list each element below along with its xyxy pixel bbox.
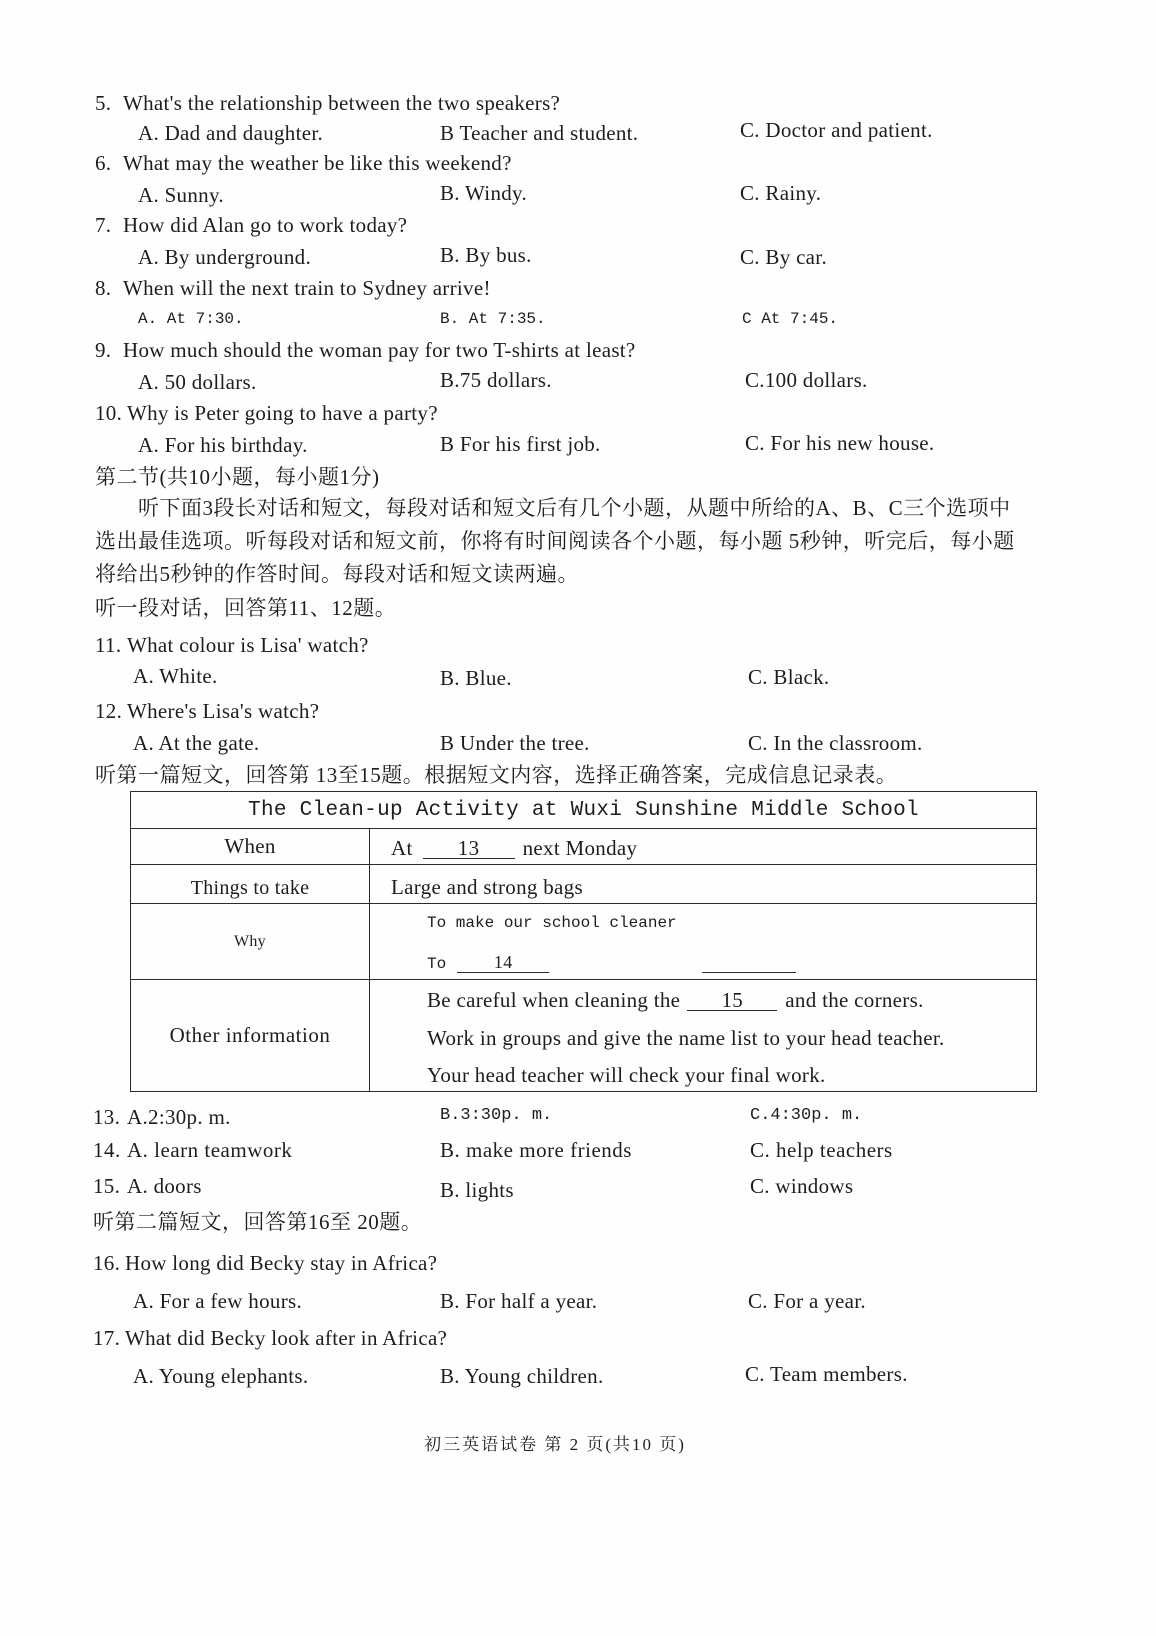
question-9-option-c: C.100 dollars. xyxy=(745,368,868,392)
section-2-heading: 第二节(共10小题，每小题1分) xyxy=(95,465,380,489)
question-5-option-b: B Teacher and student. xyxy=(440,121,639,145)
question-13-option-a-text: A.2:30p. m. xyxy=(127,1105,231,1129)
question-9-text: How much should the woman pay for two T-shirts at least? xyxy=(123,338,636,362)
question-8-option-c: C At 7:45. xyxy=(742,310,839,328)
section-2-instruction-line-3: 将给出5秒钟的作答时间。每段对话和短文读两遍。 xyxy=(95,562,579,586)
question-7-option-b: B. By bus. xyxy=(440,243,532,267)
question-15-number: 15. xyxy=(93,1174,121,1198)
question-11-option-b: B. Blue. xyxy=(440,666,512,690)
question-16-text: How long did Becky stay in Africa? xyxy=(125,1251,438,1275)
question-11-option-c: C. Black. xyxy=(748,665,830,689)
question-14-option-a xyxy=(93,1137,292,1163)
question-16-option-b: B. For half a year. xyxy=(440,1289,598,1313)
question-10-number: 10. xyxy=(95,401,123,425)
question-7-option-a: A. By underground. xyxy=(138,245,311,269)
question-16 xyxy=(93,1250,437,1276)
question-6 xyxy=(95,150,512,176)
question-8-text: When will the next train to Sydney arrive! xyxy=(123,276,491,300)
info-table-title: The Clean-up Activity at Wuxi Sunshine Middle School xyxy=(248,798,919,822)
table-label-when: When xyxy=(224,834,276,858)
question-10-text: Why is Peter going to have a party? xyxy=(127,401,438,425)
question-12-text: Where's Lisa's watch? xyxy=(127,699,320,723)
question-11-text: What colour is Lisa' watch? xyxy=(127,633,369,657)
question-13-option-a xyxy=(93,1104,231,1130)
question-14-option-c: C. help teachers xyxy=(750,1138,893,1162)
question-17-option-b: B. Young children. xyxy=(440,1364,604,1388)
question-9 xyxy=(95,337,636,363)
question-15-option-a xyxy=(93,1173,202,1199)
question-7-text: How did Alan go to work today? xyxy=(123,213,408,237)
when-prefix: At xyxy=(391,836,413,860)
question-6-option-b: B. Windy. xyxy=(440,181,528,205)
table-value-when xyxy=(371,829,1036,864)
question-10 xyxy=(95,400,438,426)
section-2-instruction-line-1: 听下面3段长对话和短文，每段对话和短文后有几个小题，从题中所给的A、B、C三个选项中 xyxy=(138,496,1011,520)
question-15-option-b: B. lights xyxy=(440,1178,514,1202)
question-12-number: 12. xyxy=(95,699,123,723)
blank-14: 14 xyxy=(457,952,549,973)
question-14-option-b: B. make more friends xyxy=(440,1138,632,1162)
blank-13: 13 xyxy=(423,838,515,859)
question-7 xyxy=(95,212,407,238)
question-17 xyxy=(93,1325,447,1351)
question-6-option-a: A. Sunny. xyxy=(138,183,224,207)
question-14-option-a-text: A. learn teamwork xyxy=(127,1138,293,1162)
table-column-divider xyxy=(369,828,370,1091)
question-8-number: 8. xyxy=(95,276,112,300)
question-15-option-c: C. windows xyxy=(750,1174,854,1198)
blank-15: 15 xyxy=(687,990,777,1011)
table-label-why: Why xyxy=(233,932,266,950)
question-17-text: What did Becky look after in Africa? xyxy=(125,1326,448,1350)
question-5-number: 5. xyxy=(95,91,112,115)
question-16-option-a: A. For a few hours. xyxy=(133,1289,303,1313)
question-12-option-c: C. In the classroom. xyxy=(748,731,923,755)
question-14-number: 14. xyxy=(93,1138,121,1162)
question-10-option-c: C. For his new house. xyxy=(745,431,935,455)
table-value-other xyxy=(371,980,1036,1091)
table-label-things: Things to take xyxy=(190,876,310,899)
passage-2-intro: 听第二篇短文，回答第16至 20题。 xyxy=(93,1210,423,1234)
question-8-option-b: B. At 7:35. xyxy=(440,310,546,328)
table-value-things: Large and strong bags xyxy=(391,874,583,899)
other-line-2: Work in groups and give the name list to your head teacher. xyxy=(427,1025,945,1050)
question-15-option-a-text: A. doors xyxy=(127,1174,202,1198)
question-9-option-a: A. 50 dollars. xyxy=(138,370,257,394)
question-10-option-b: B For his first job. xyxy=(440,432,601,456)
question-13-option-b: B.3:30p. m. xyxy=(440,1106,553,1125)
question-12-option-a: A. At the gate. xyxy=(133,731,260,755)
question-11-option-a: A. White. xyxy=(133,664,218,688)
table-label-other: Other information xyxy=(169,1023,331,1047)
question-10-option-a: A. For his birthday. xyxy=(138,433,308,457)
question-17-option-a: A. Young elephants. xyxy=(133,1364,309,1388)
question-6-number: 6. xyxy=(95,151,112,175)
question-6-text: What may the weather be like this weekend? xyxy=(123,151,512,175)
blank-line xyxy=(702,958,796,973)
question-13-number: 13. xyxy=(93,1105,121,1129)
question-8 xyxy=(95,275,491,301)
question-13-option-c: C.4:30p. m. xyxy=(750,1106,863,1125)
section-2-instruction-line-2: 选出最佳选项。听每段对话和短文前，你将有时间阅读各个小题，每小题 5秒钟，听完后，每小题 xyxy=(95,529,1015,553)
other-line-1-suffix: and the corners. xyxy=(785,988,924,1012)
why-line-2-prefix: To xyxy=(427,955,447,973)
why-line-1: To make our school cleaner xyxy=(427,914,677,932)
other-line-1-prefix: Be careful when cleaning the xyxy=(427,988,681,1012)
question-6-option-c: C. Rainy. xyxy=(740,181,822,205)
question-9-number: 9. xyxy=(95,338,112,362)
page-footer: 初三英语试卷 第 2 页(共10 页) xyxy=(424,1435,686,1454)
question-7-number: 7. xyxy=(95,213,112,237)
passage-1-intro: 听第一篇短文，回答第 13至15题。根据短文内容，选择正确答案，完成信息记录表。 xyxy=(95,763,898,787)
question-11 xyxy=(95,632,369,658)
info-table xyxy=(130,791,1037,1092)
question-17-number: 17. xyxy=(93,1326,121,1350)
other-line-3: Your head teacher will check your final work. xyxy=(427,1063,826,1087)
question-16-number: 16. xyxy=(93,1251,121,1275)
question-12 xyxy=(95,698,319,724)
question-5 xyxy=(95,90,560,116)
question-9-option-b: B.75 dollars. xyxy=(440,368,552,392)
question-5-option-c: C. Doctor and patient. xyxy=(740,118,933,142)
question-11-number: 11. xyxy=(95,633,122,657)
when-suffix: next Monday xyxy=(522,836,638,860)
question-8-option-a: A. At 7:30. xyxy=(138,310,244,328)
table-value-why xyxy=(371,904,1036,979)
question-16-option-c: C. For a year. xyxy=(748,1289,866,1313)
question-5-option-a: A. Dad and daughter. xyxy=(138,121,324,145)
question-17-option-c: C. Team members. xyxy=(745,1362,908,1386)
question-7-option-c: C. By car. xyxy=(740,245,827,269)
question-5-text: What's the relationship between the two speakers? xyxy=(123,91,561,115)
question-12-option-b: B Under the tree. xyxy=(440,731,590,755)
dialogue-intro: 听一段对话，回答第11、12题。 xyxy=(95,596,397,620)
